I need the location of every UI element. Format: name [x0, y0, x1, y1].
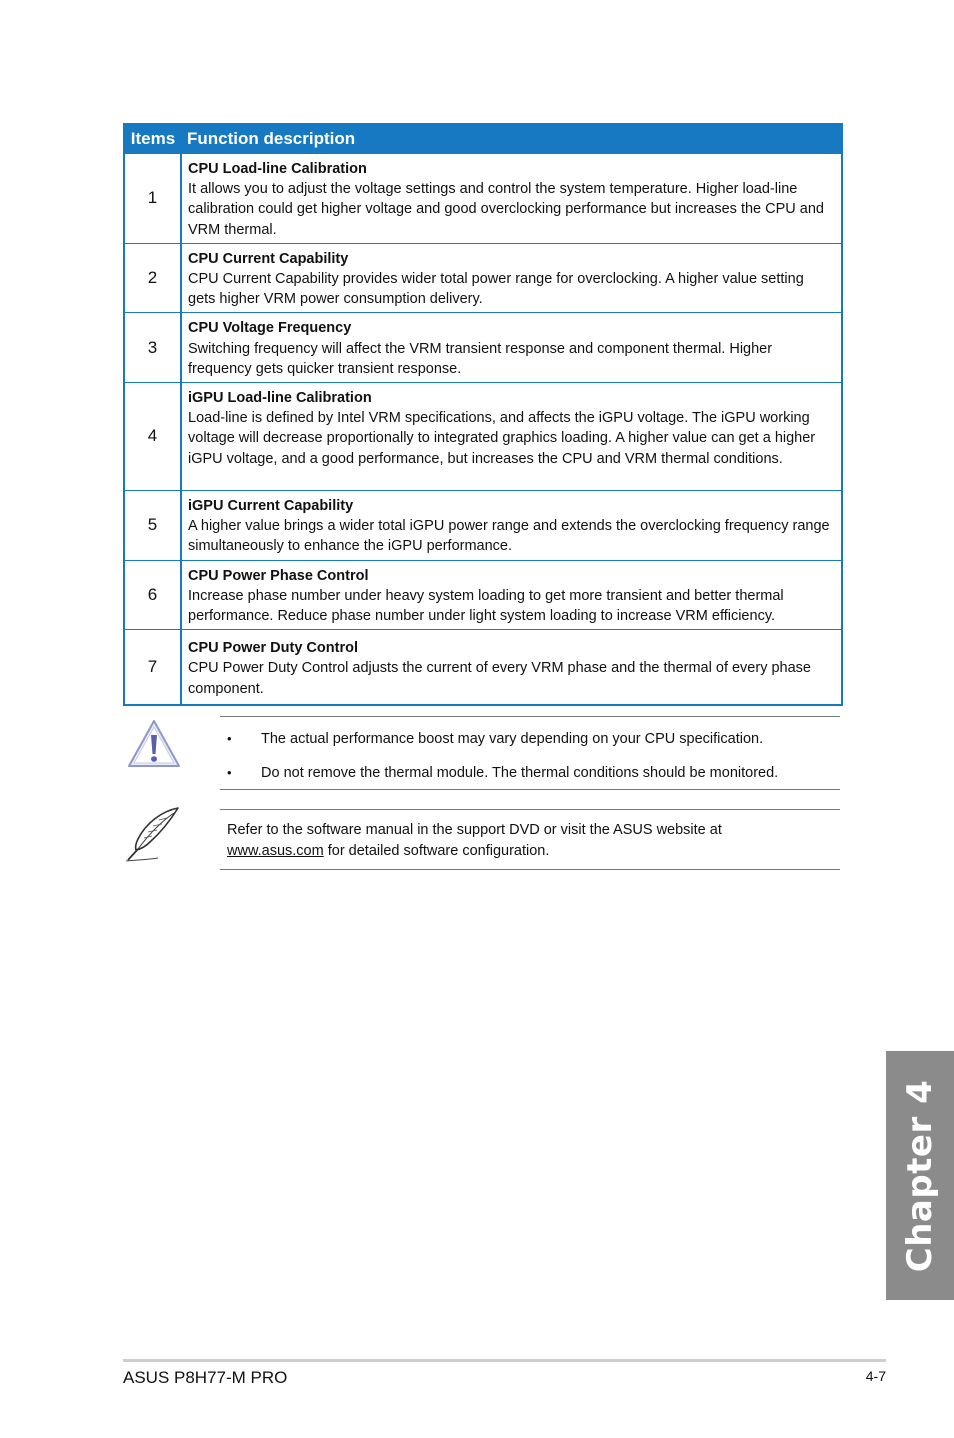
row-title: CPU Power Duty Control: [188, 640, 358, 657]
row-number: 2: [125, 243, 181, 313]
row-description: Increase phase number under heavy system loading to get more transient and better thermal performance. Reduce phase number under light system loading to increase VRM efficiency.: [188, 587, 784, 625]
row-number: 4: [125, 383, 181, 491]
table-header-row: [125, 125, 841, 154]
footer-page-number: 4-7: [865, 1368, 886, 1384]
row-title: CPU Voltage Frequency: [188, 320, 352, 337]
table-row: [125, 491, 841, 561]
table-row: [125, 630, 841, 704]
row-number: 3: [125, 313, 181, 383]
row-number: 6: [125, 560, 181, 630]
note-box: [220, 809, 840, 870]
row-number: 7: [125, 630, 181, 704]
table-row: [125, 243, 841, 313]
table-row: [125, 313, 841, 383]
row-title: iGPU Load-line Calibration: [188, 390, 372, 407]
chapter-label: Chapter 4: [900, 1079, 940, 1272]
row-description: It allows you to adjust the voltage settings and control the system temperature. Higher load-line calibration could get higher voltage and good overclocking performance but increases the CPU and VRM thermal.: [188, 181, 824, 238]
row-title: CPU Load-line Calibration: [188, 161, 367, 177]
note-text-tail: for detailed software configuration.: [323, 843, 550, 859]
quill-icon: [124, 805, 182, 863]
bullet-dot: •: [227, 765, 232, 780]
bullet-dot: •: [227, 731, 232, 746]
function-table: [123, 123, 843, 706]
table-row: [125, 383, 841, 491]
row-number: 5: [125, 491, 181, 561]
function-table-grid: [125, 125, 841, 704]
row-content: [181, 154, 841, 244]
row-description: CPU Power Duty Control adjusts the current of every VRM phase and the thermal of every phase component.: [188, 660, 811, 697]
row-description: CPU Current Capability provides wider total power range for overclocking. A higher value setting gets higher VRM power consumption delivery.: [188, 271, 804, 308]
table-row: [125, 154, 841, 244]
notice-text: Do not remove the thermal module. The thermal conditions should be monitored.: [261, 765, 779, 781]
row-description: Load-line is defined by Intel VRM specifications, and affects the iGPU voltage. The iGPU working voltage will decrease proportionally to integrated graphics loading. A higher value can get a higher iGPU voltage, and a good performance, but increases the CPU and VRM thermal conditions.: [188, 410, 816, 467]
notice-box: [220, 716, 840, 790]
row-content: [181, 313, 841, 383]
notice-text: The actual performance boost may vary depending on your CPU specification.: [261, 731, 764, 747]
row-description: A higher value brings a wider total iGPU power range and extends the overclocking frequency range simultaneously to enhance the iGPU performance.: [188, 518, 830, 555]
row-content: [181, 243, 841, 313]
header-items: Items: [125, 125, 181, 154]
header-function-description: Function description: [181, 125, 841, 154]
row-content: [181, 630, 841, 704]
row-title: iGPU Current Capability: [188, 498, 354, 515]
row-title: CPU Power Phase Control: [188, 567, 369, 584]
row-content: [181, 560, 841, 630]
warning-icon: [126, 718, 182, 770]
chapter-tab: [886, 1051, 954, 1300]
asus-website-link[interactable]: www.asus.com: [227, 843, 324, 859]
row-number: 1: [125, 154, 181, 244]
row-title: CPU Current Capability: [188, 250, 349, 267]
footer-divider: [123, 1359, 886, 1362]
footer-product-name: ASUS P8H77-M PRO: [123, 1368, 288, 1387]
note-text: Refer to the software manual in the support DVD or visit the ASUS website at: [227, 822, 722, 838]
row-content: [181, 491, 841, 561]
table-row: [125, 560, 841, 630]
row-description: Switching frequency will affect the VRM transient response and component thermal. Higher frequency gets quicker transient response.: [188, 340, 773, 377]
row-content: [181, 383, 841, 491]
